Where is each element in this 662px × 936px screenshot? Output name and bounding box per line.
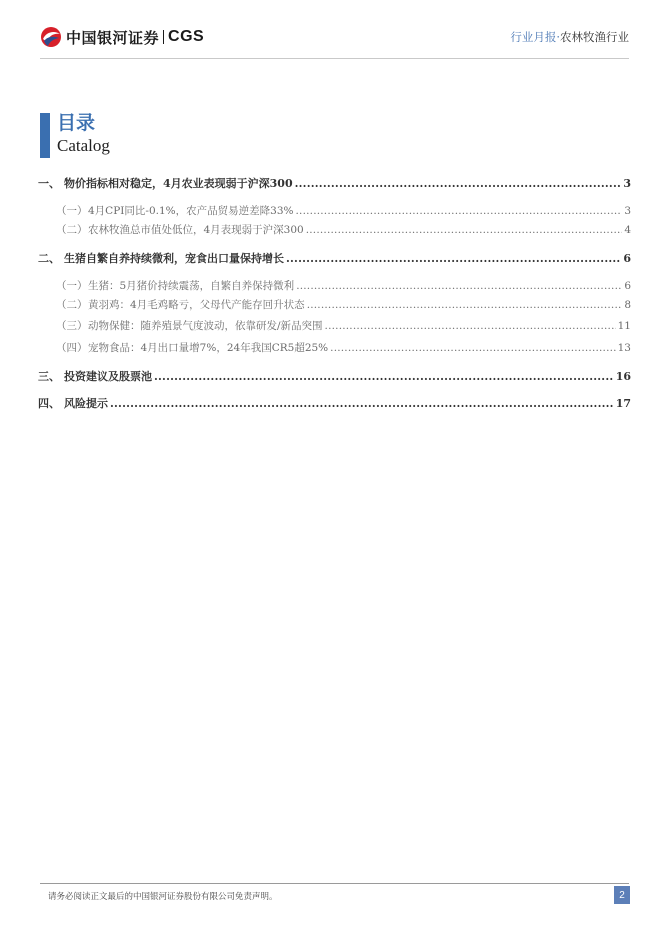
toc-leader-dots — [154, 370, 614, 383]
company-logo — [40, 26, 204, 48]
cgs-logo-icon — [40, 26, 62, 48]
toc-entry-2-1[interactable] — [38, 278, 631, 294]
toc-entry-page: 16 — [615, 370, 631, 383]
toc-entry-label: 宠物食品：4月出口量增7%，24年我国CR5超25% — [88, 342, 329, 354]
page-header — [0, 0, 662, 62]
header-divider — [40, 58, 629, 59]
toc-entry-2-2[interactable] — [38, 297, 631, 313]
toc-entry-page: 17 — [615, 397, 631, 410]
toc-entry-label: 投资建议及股票池 — [64, 370, 152, 383]
report-category — [510, 29, 629, 45]
page-number: 2 — [614, 886, 630, 904]
toc-entry-number: 四、 — [38, 397, 60, 410]
toc-leader-dots — [295, 177, 622, 190]
toc-entry-3[interactable] — [38, 368, 631, 384]
footer-divider — [40, 883, 629, 884]
toc-entry-page: 4 — [624, 224, 631, 236]
toc-entry-number: 三、 — [38, 370, 60, 383]
toc-entry-2[interactable] — [38, 250, 631, 266]
toc-leader-dots — [110, 397, 614, 410]
toc-leader-dots — [307, 299, 623, 311]
toc-entry-number: （一） — [56, 205, 88, 217]
toc-entry-label: 生猪：5月猪价持续震荡，自繁自养保持微利 — [88, 280, 295, 292]
toc-entry-number: （四） — [56, 342, 88, 354]
toc-entry-label: 生猪自繁自养持续微利，宠食出口量保持增长 — [64, 252, 284, 265]
toc-entry-number: （二） — [56, 224, 88, 236]
toc-leader-dots — [296, 280, 622, 292]
toc-title: 目录 — [57, 112, 96, 134]
footer-disclaimer: 请务必阅读正文最后的中国银河证券股份有限公司免责声明。 — [48, 892, 278, 902]
toc-entry-number: 一、 — [38, 177, 60, 190]
toc-entry-label: 物价指标相对稳定，4月农业表现弱于沪深300 — [64, 177, 293, 190]
logo-divider — [163, 30, 164, 44]
toc-entry-page: 3 — [624, 205, 631, 217]
toc-leader-dots — [286, 252, 621, 265]
toc-entry-number: （三） — [56, 320, 88, 332]
toc-entry-number: 二、 — [38, 252, 60, 265]
toc-entry-2-3[interactable] — [38, 318, 631, 334]
toc-entry-4[interactable] — [38, 395, 631, 411]
toc-entry-label: 4月CPI同比-0.1%，农产品贸易逆差降33% — [88, 205, 294, 217]
logo-english-name: CGS — [168, 28, 205, 45]
toc-entry-1-1[interactable] — [38, 203, 631, 219]
toc-entry-number: （二） — [56, 299, 88, 311]
toc-entry-page: 6 — [623, 252, 631, 265]
toc-entry-page: 8 — [624, 299, 631, 311]
toc-entry-label: 动物保健：随养殖景气度波动，依靠研发/新品突围 — [88, 320, 323, 332]
toc-entry-page: 11 — [617, 320, 631, 332]
toc-entry-2-4[interactable] — [38, 340, 631, 356]
toc-subtitle: Catalog — [57, 136, 110, 155]
toc-entry-number: （一） — [56, 280, 88, 292]
toc-entry-page: 13 — [617, 342, 631, 354]
toc-entry-label: 风险提示 — [64, 397, 108, 410]
report-type: 行业月报· — [510, 30, 560, 44]
toc-leader-dots — [330, 342, 615, 354]
title-accent-bar — [40, 113, 50, 158]
toc-leader-dots — [325, 320, 616, 332]
toc-entry-1-2[interactable] — [38, 222, 631, 238]
toc-entry-page: 3 — [623, 177, 631, 190]
toc-entry-label: 农林牧渔总市值处低位，4月表现弱于沪深300 — [88, 224, 304, 236]
toc-leader-dots — [296, 205, 623, 217]
industry-name: 农林牧渔行业 — [560, 30, 629, 44]
toc-entry-1[interactable] — [38, 175, 631, 191]
toc-entry-label: 黄羽鸡：4月毛鸡略亏，父母代产能存回升状态 — [88, 299, 305, 311]
logo-chinese-name: 中国银河证券 — [66, 28, 160, 47]
toc-leader-dots — [306, 224, 623, 236]
toc-entry-page: 6 — [624, 280, 631, 292]
